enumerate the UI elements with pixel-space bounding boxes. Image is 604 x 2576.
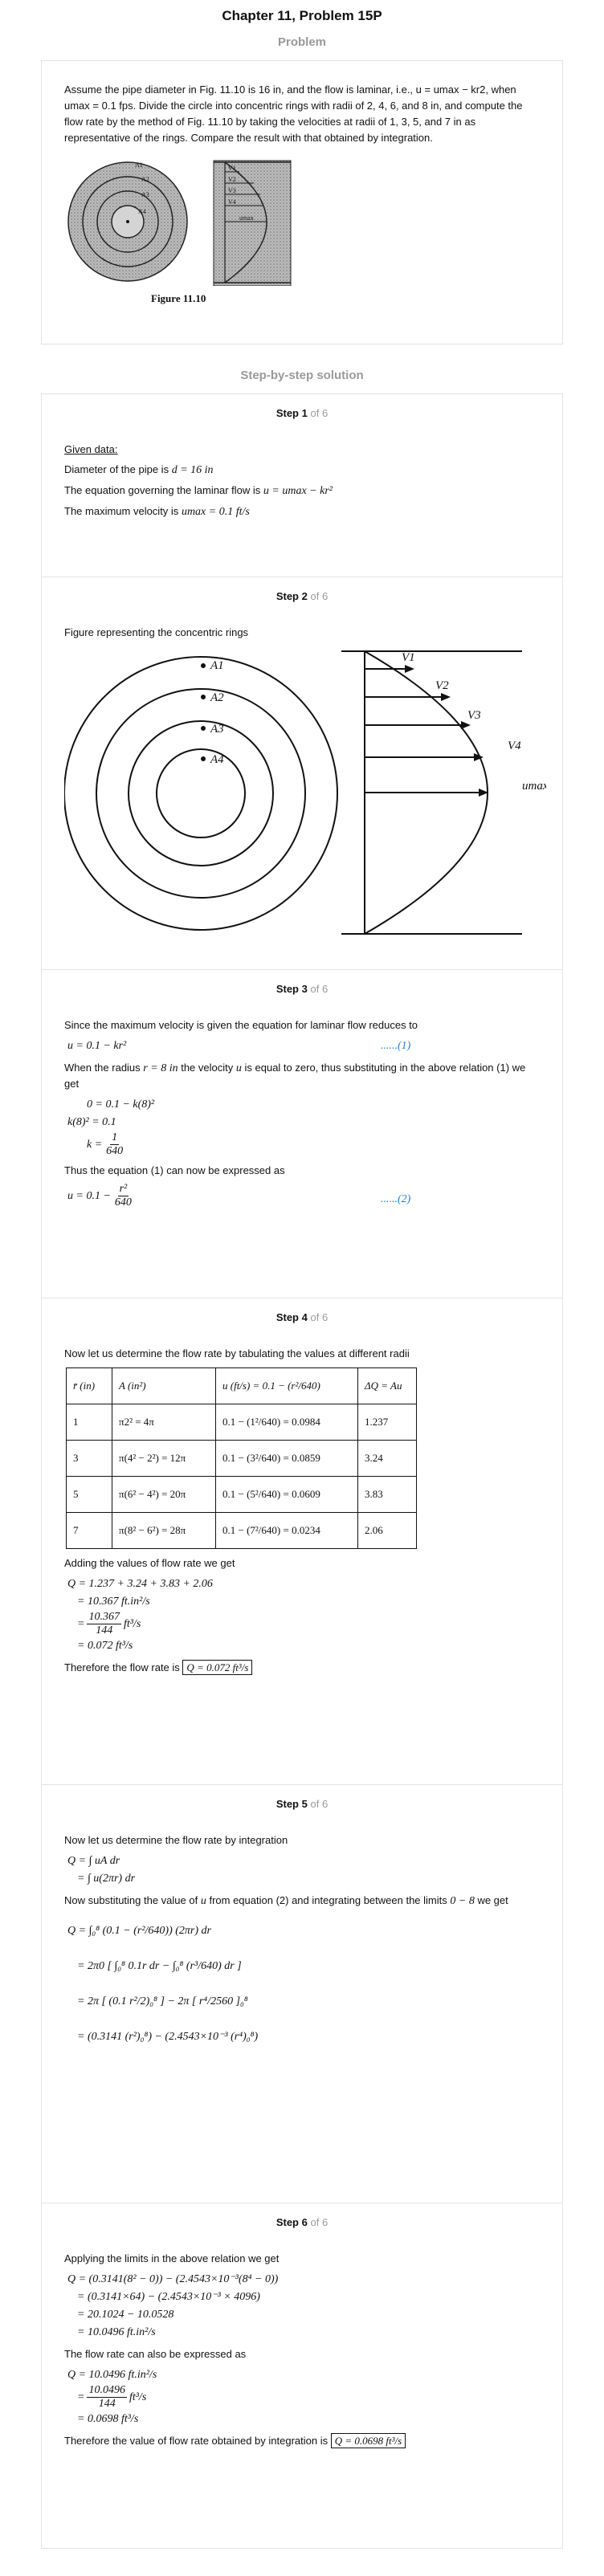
step-3-text-1: Since the maximum velocity is given the equation for laminar flow reduces to [64, 1019, 418, 1031]
laminar-eq-line: The equation governing the laminar flow is u = umax − kr² [64, 484, 333, 497]
step-4-heading: Step 4 of 6 [275, 1311, 329, 1323]
integral-setup: Q = ∫ uA dr = ∫ u(2πr) dr [67, 1855, 136, 1885]
step-5-intro: Now let us determine the flow rate by integration [64, 1834, 288, 1846]
fig-label-umax: umax [239, 214, 254, 222]
problem-text: Assume the pipe diameter in Fig. 11.10 is 16 in, and the flow is laminar, i.e., u = umax − kr2, when umax = 0.1 fps. Divide the circle into concentric rings with radii of 2, 4, 6, and 8 in, and compute the flow rate by the method of Fig. 11.10 by taking the velocities at radii of 1, 3, 5, and 7 in as representative of the rings. Compare the result with that obtained by integration. [64, 84, 523, 144]
page-title: Chapter 11, Problem 15P [222, 8, 382, 23]
equation-1: u = 0.1 − kr² ......(1) [67, 1037, 540, 1055]
solution-card [41, 393, 563, 2549]
fig-label-v4: V4 [228, 198, 236, 206]
step-6-intro: Applying the limits in the above relation we get [64, 2252, 280, 2264]
step-4-add-text: Adding the values of flow rate we get [64, 1557, 235, 1569]
integral-derivation: Q = ∫₀⁸ (0.1 − (r²/640)) (2πr) dr = 2π0 [ ∫₀⁸ 0.1r dr − ∫₀⁸ (r³/640) dr ] = 2π [ (0.1 r²/2)₀⁸ ] − 2π [ r⁴/2560 ]₀⁸ = (0.3141 (r²)₀⁸) − (2.4543×10⁻³ (r⁴)₀⁸) [67, 1925, 259, 2043]
fig-label-a1: A1 [135, 161, 143, 169]
fig-label-v1: V1 [228, 165, 236, 172]
equation-2: u = 0.1 − $\frac{\text{r²}}{640}$ ......(2) [67, 1183, 411, 1209]
table-row: 7 π(8² − 6²) = 28π 0.1 − (7²/640) = 0.0234 2.06 [67, 1513, 417, 1549]
table-row: 3 π(4² − 2²) = 12π 0.1 − (3²/640) = 0.0859 3.24 [67, 1441, 417, 1477]
limits-derivation: Q = (0.3141(8² − 0)) − (2.4543×10⁻³(8⁴ − 0)) = (0.3141×64) − (2.4543×10⁻³ × 4096) = 20.1024 − 10.0528 = 10.0496 ft.in²/s [67, 2273, 279, 2338]
fig-label-v2: V2 [228, 176, 236, 183]
step-6-alt-text: The flow rate can also be expressed as [64, 2348, 247, 2360]
table-row: 5 π(6² − 4²) = 20π 0.1 − (5²/640) = 0.0609 3.83 [67, 1477, 417, 1513]
fig-label-a2: A2 [141, 176, 149, 183]
fig-label-v3: V3 [228, 187, 236, 194]
step-6-result: Therefore the value of flow rate obtained by integration is Q = 0.0698 ft³/s [64, 2433, 540, 2448]
flow-sum-derivation: Q = 1.237 + 3.24 + 3.83 + 2.06 = 10.367 ft.in²/s = $\frac{10.367}{144}$ ft³/s = 0.072 ft³/s [67, 1578, 213, 1652]
velocity-label-umax: umax [522, 780, 546, 793]
velocity-label-v1: V1 [402, 651, 415, 664]
fig-label-a3: A3 [141, 191, 149, 198]
step-3-text-2: When the radius r = 8 in the velocity u is equal to zero, thus substituting in the above relation (1) we get [64, 1062, 526, 1090]
table-header-row: r̄ (in) A (in²) u (ft/s) = 0.1 − (r²/640) ΔQ = Au [67, 1368, 417, 1404]
table-row: 1 π2² = 4π 0.1 − (1²/640) = 0.0984 1.237 [67, 1404, 417, 1441]
ring-label-a1: A1 [210, 659, 224, 672]
step-4 [42, 1298, 562, 1784]
equation-1-ref: ......(1) [381, 1040, 411, 1052]
solution-section-title: Step-by-step solution [240, 369, 364, 382]
problem-card [41, 60, 563, 344]
ring-label-a2: A2 [210, 691, 224, 704]
fig-label-a4: A4 [138, 208, 146, 215]
step-1-heading: Step 1 of 6 [275, 407, 329, 419]
equation-2-ref: ......(2) [381, 1193, 411, 1205]
step-5-heading: Step 5 of 6 [275, 1798, 329, 1810]
velocity-label-v2: V2 [435, 679, 449, 692]
step-3-text-3: Thus the equation (1) can now be expressed as [64, 1164, 285, 1176]
step-6 [42, 2203, 562, 2548]
velocity-label-v4: V4 [508, 740, 521, 752]
step-3-heading: Step 3 of 6 [275, 983, 329, 995]
step-2-text: Figure representing the concentric rings [64, 626, 249, 638]
step-2-heading: Step 2 of 6 [275, 590, 329, 602]
step-4-intro: Now let us determine the flow rate by tabulating the values at different radii [64, 1347, 410, 1359]
flow-rate-table [66, 1367, 417, 1549]
step-5 [42, 1784, 562, 2203]
step-2 [42, 577, 562, 969]
step-1 [42, 394, 562, 577]
step-4-result-box: Q = 0.072 ft³/s [182, 1660, 252, 1675]
k-derivation: 0 = 0.1 − k(8)² k(8)² = 0.1 k = $\frac{1}{640}$ [67, 1098, 155, 1157]
step-4-result: Therefore the flow rate is Q = 0.072 ft³/s [64, 1660, 540, 1675]
figure-11-10-image [67, 157, 300, 286]
ring-label-a4: A4 [210, 753, 224, 766]
figure-caption: Figure 11.10 [151, 292, 206, 304]
problem-section-title: Problem [277, 35, 326, 49]
diameter-line: Diameter of the pipe is d = 16 in [64, 463, 214, 476]
given-data-label: Given data: [64, 443, 118, 455]
max-velocity-line: The maximum velocity is umax = 0.1 ft/s [64, 505, 250, 518]
concentric-rings-diagram [64, 645, 546, 950]
step-6-heading: Step 6 of 6 [275, 2216, 329, 2228]
velocity-label-v3: V3 [467, 709, 481, 722]
step-6-result-box: Q = 0.0698 ft³/s [331, 2433, 406, 2448]
step-3 [42, 969, 562, 1298]
ring-label-a3: A3 [210, 723, 224, 736]
step-5-sub-text: Now substituting the value of u from equation (2) and integrating between the limits 0 − 8 we get [64, 1894, 508, 1907]
unit-conversion: Q = 10.0496 ft.in²/s = $\frac{10.0496}{144}$ ft³/s = 0.0698 ft³/s [67, 2369, 157, 2425]
problem-figure [67, 157, 540, 286]
